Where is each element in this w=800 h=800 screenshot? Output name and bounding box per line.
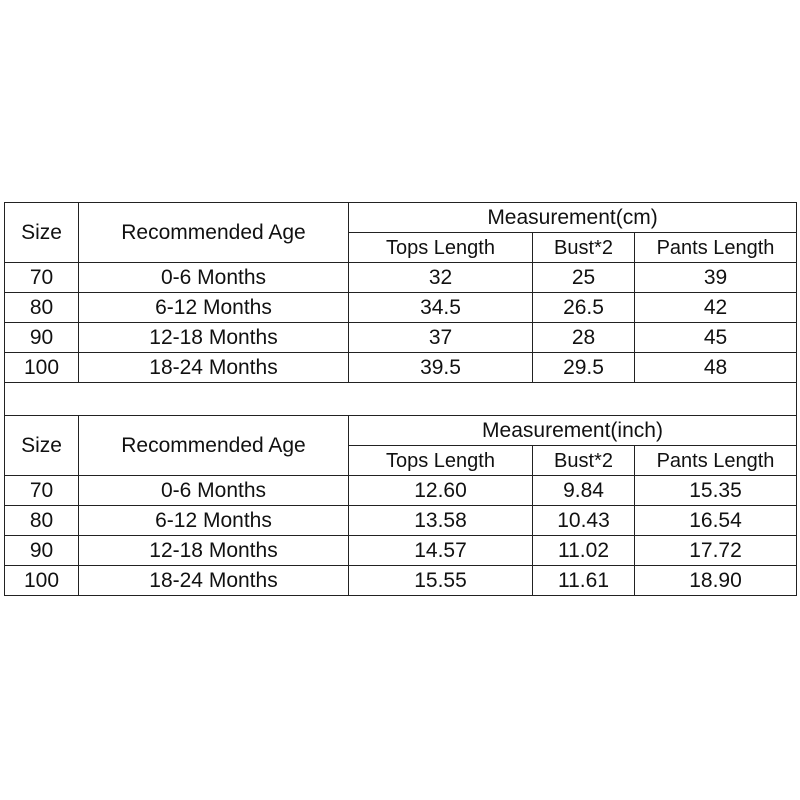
age-cell: 6-12 Months <box>79 506 349 536</box>
tops-length-cell: 13.58 <box>349 506 533 536</box>
pants-length-cell: 45 <box>635 323 797 353</box>
tops-length-cell: 39.5 <box>349 353 533 383</box>
tops-length-cell: 37 <box>349 323 533 353</box>
bust-cell: 26.5 <box>533 293 635 323</box>
age-cell: 18-24 Months <box>79 353 349 383</box>
size-cell: 100 <box>5 566 79 596</box>
size-cell: 70 <box>5 263 79 293</box>
pants-length-cell: 42 <box>635 293 797 323</box>
cm-age-header: Recommended Age <box>79 203 349 263</box>
size-cell: 90 <box>5 323 79 353</box>
cm-bust-header: Bust*2 <box>533 233 635 263</box>
age-cell: 18-24 Months <box>79 566 349 596</box>
tops-length-cell: 32 <box>349 263 533 293</box>
age-cell: 12-18 Months <box>79 536 349 566</box>
tops-length-cell: 15.55 <box>349 566 533 596</box>
size-cell: 70 <box>5 476 79 506</box>
table-row <box>5 536 797 566</box>
inch-header-row <box>5 416 797 446</box>
table-row <box>5 476 797 506</box>
size-chart-table <box>4 202 797 596</box>
bust-cell: 25 <box>533 263 635 293</box>
bust-cell: 29.5 <box>533 353 635 383</box>
cm-header-row <box>5 203 797 233</box>
cm-tops-length-header: Tops Length <box>349 233 533 263</box>
age-cell: 0-6 Months <box>79 476 349 506</box>
table-row <box>5 293 797 323</box>
bust-cell: 10.43 <box>533 506 635 536</box>
cm-size-header: Size <box>5 203 79 263</box>
cm-pants-length-header: Pants Length <box>635 233 797 263</box>
cm-measurement-header: Measurement(cm) <box>349 203 797 233</box>
inch-measurement-header: Measurement(inch) <box>349 416 797 446</box>
spacer-cell <box>5 383 797 416</box>
inch-bust-header: Bust*2 <box>533 446 635 476</box>
size-cell: 80 <box>5 506 79 536</box>
inch-tops-length-header: Tops Length <box>349 446 533 476</box>
pants-length-cell: 18.90 <box>635 566 797 596</box>
spacer-row <box>5 383 797 416</box>
table-row <box>5 566 797 596</box>
table-row <box>5 506 797 536</box>
size-cell: 100 <box>5 353 79 383</box>
tops-length-cell: 34.5 <box>349 293 533 323</box>
age-cell: 6-12 Months <box>79 293 349 323</box>
size-cell: 90 <box>5 536 79 566</box>
pants-length-cell: 17.72 <box>635 536 797 566</box>
size-cell: 80 <box>5 293 79 323</box>
bust-cell: 9.84 <box>533 476 635 506</box>
pants-length-cell: 48 <box>635 353 797 383</box>
table-row <box>5 323 797 353</box>
pants-length-cell: 39 <box>635 263 797 293</box>
pants-length-cell: 16.54 <box>635 506 797 536</box>
bust-cell: 11.02 <box>533 536 635 566</box>
inch-pants-length-header: Pants Length <box>635 446 797 476</box>
tops-length-cell: 14.57 <box>349 536 533 566</box>
age-cell: 0-6 Months <box>79 263 349 293</box>
tops-length-cell: 12.60 <box>349 476 533 506</box>
inch-size-header: Size <box>5 416 79 476</box>
table-row <box>5 263 797 293</box>
table-row <box>5 353 797 383</box>
bust-cell: 28 <box>533 323 635 353</box>
bust-cell: 11.61 <box>533 566 635 596</box>
age-cell: 12-18 Months <box>79 323 349 353</box>
pants-length-cell: 15.35 <box>635 476 797 506</box>
inch-age-header: Recommended Age <box>79 416 349 476</box>
